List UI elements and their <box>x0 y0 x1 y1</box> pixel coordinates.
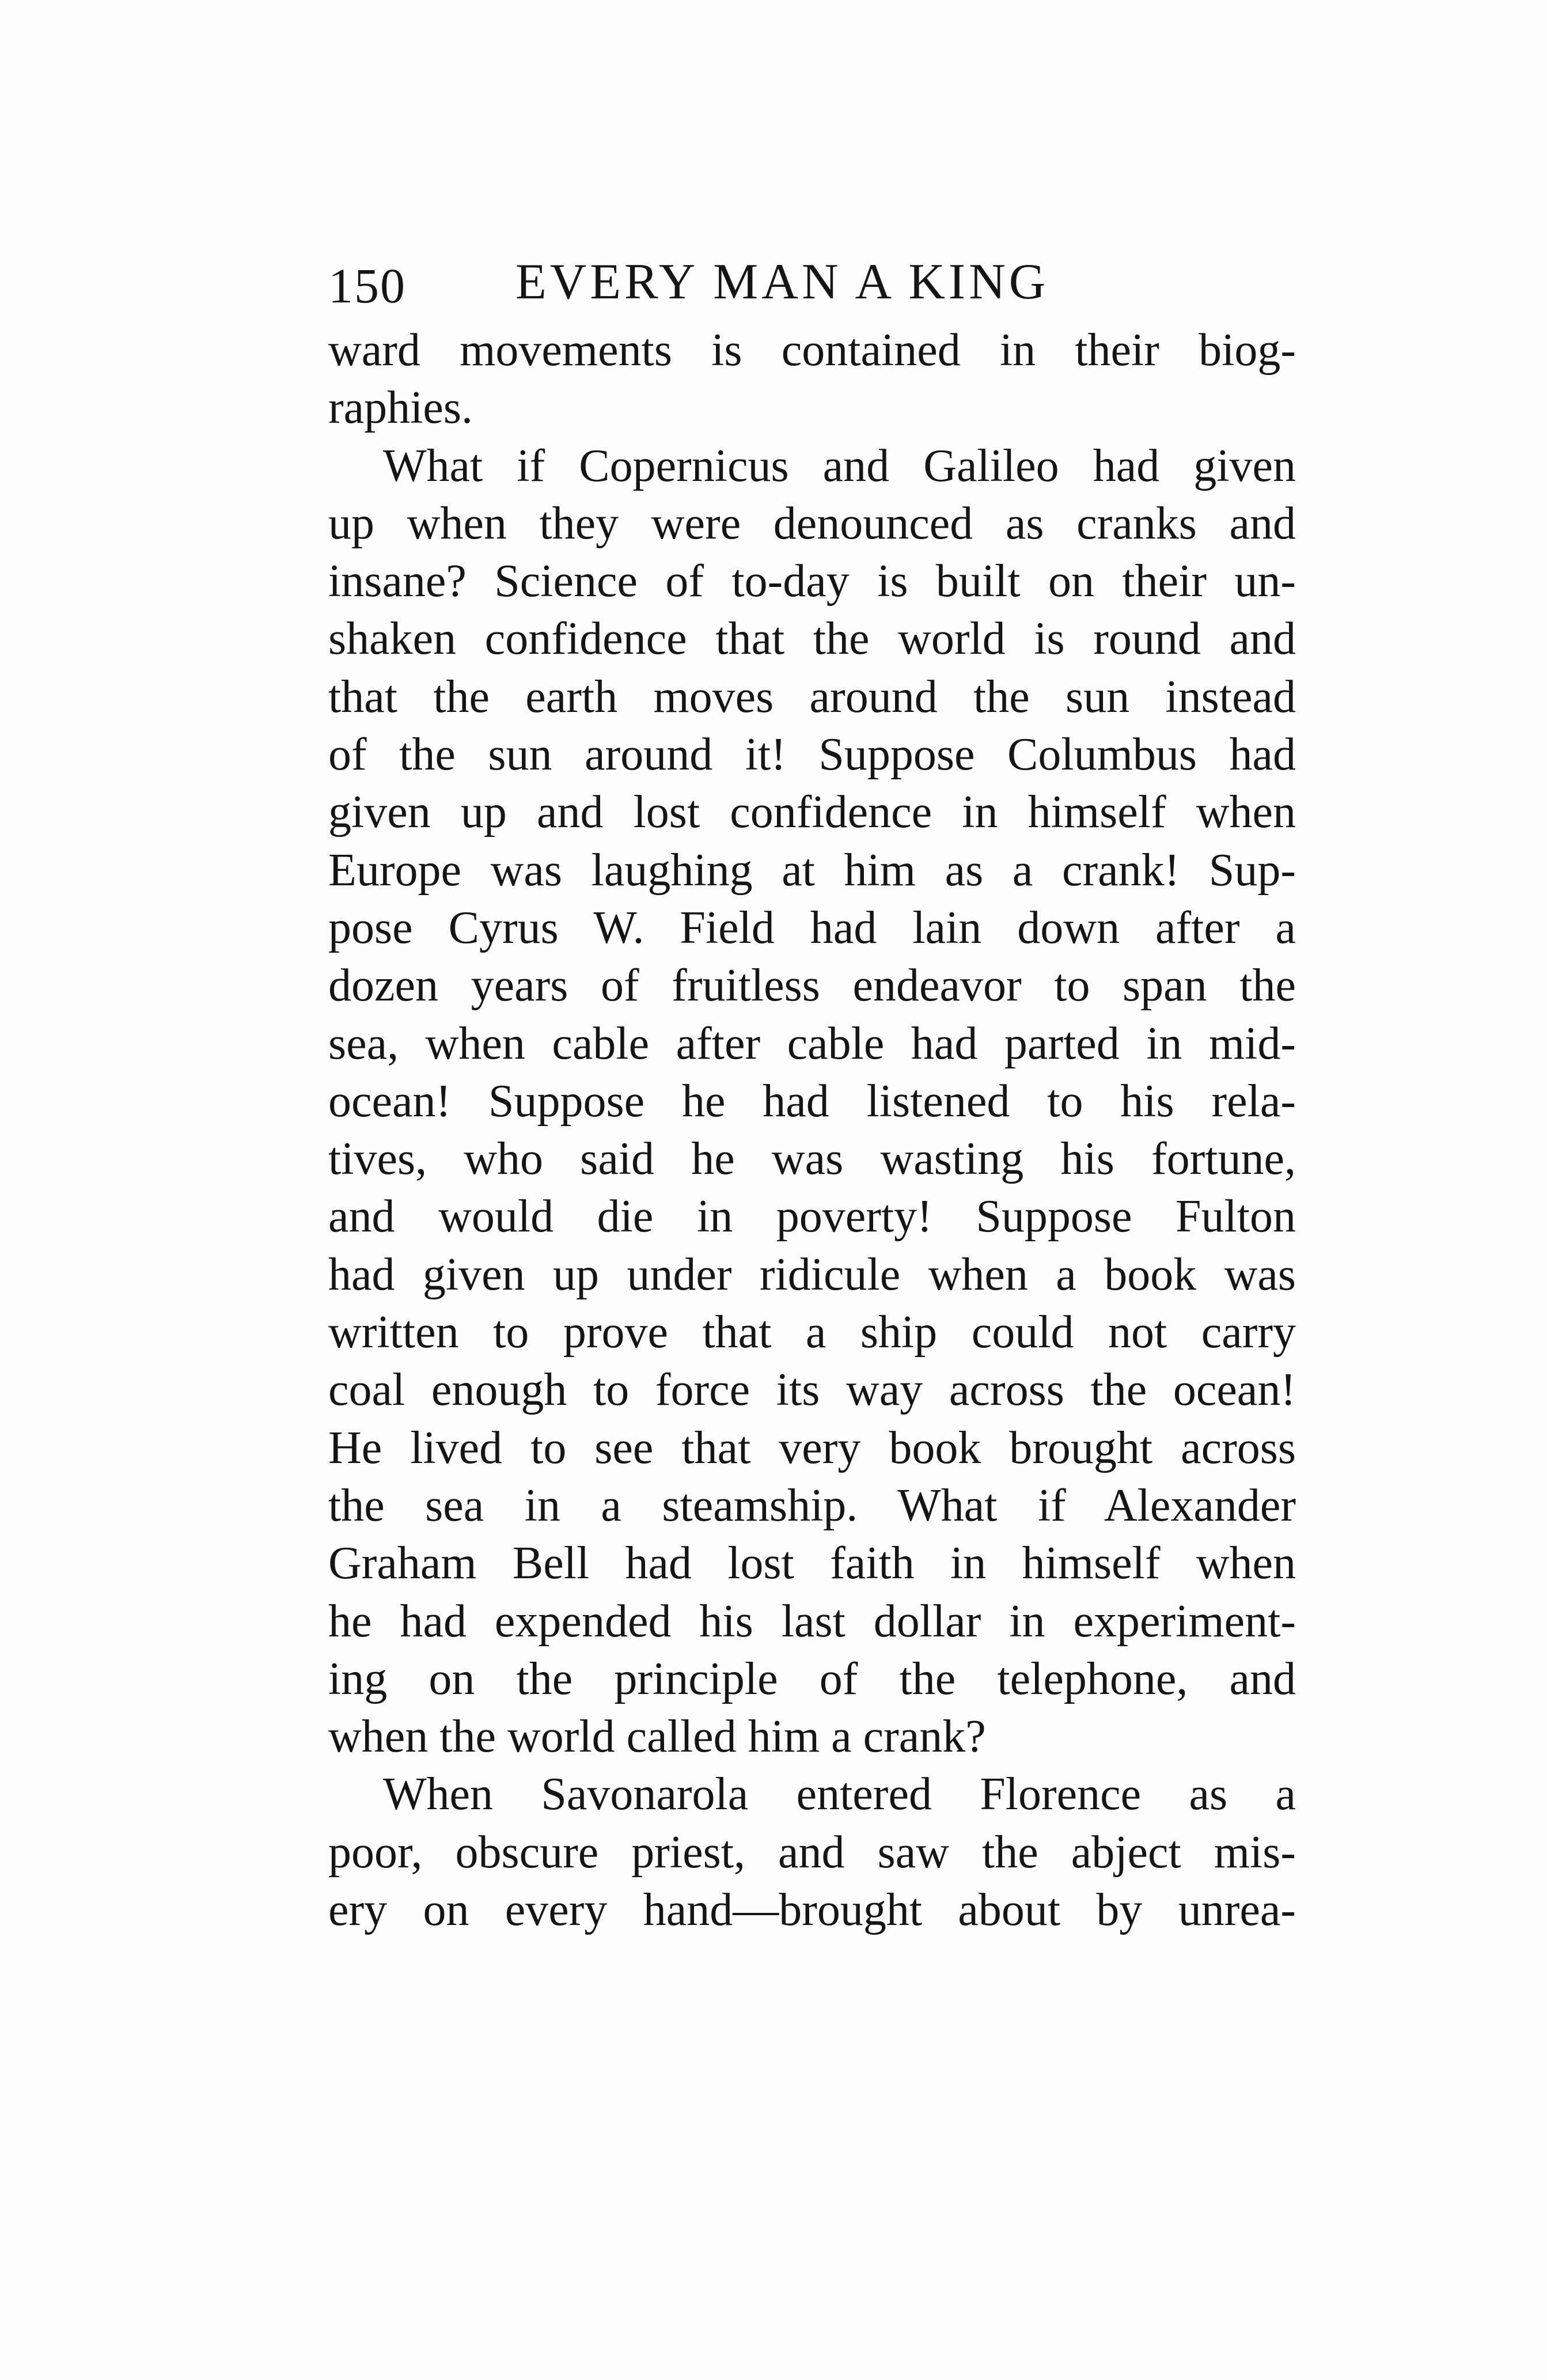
text-line: What if Copernicus and Galileo had given <box>383 440 1296 491</box>
text-line: ing on the principle of the telephone, and <box>328 1653 1296 1704</box>
text-line: When Savonarola entered Florence as a <box>383 1769 1296 1820</box>
text-line: He lived to see that very book brought across <box>328 1422 1296 1473</box>
text-line: he had expended his last dollar in experiment- <box>328 1595 1296 1647</box>
text-line: poor, obscure priest, and saw the abject mis- <box>328 1826 1296 1878</box>
text-line: dozen years of fruitless endeavor to span the <box>328 960 1296 1011</box>
text-line: and would die in poverty! Suppose Fulton <box>328 1191 1296 1242</box>
text-line: shaken confidence that the world is round and <box>328 613 1296 665</box>
text-line: Graham Bell had lost faith in himself when <box>328 1538 1296 1589</box>
text-line: given up and lost confidence in himself when <box>328 787 1296 838</box>
text-line: sea, when cable after cable had parted in mid- <box>328 1018 1296 1069</box>
text-line: of the sun around it! Suppose Columbus had <box>328 729 1296 780</box>
text-line: coal enough to force its way across the ocean! <box>328 1365 1296 1416</box>
text-line: up when they were denounced as cranks and <box>328 498 1296 549</box>
text-line: the sea in a steamship. What if Alexander <box>328 1480 1296 1531</box>
text-line: that the earth moves around the sun instead <box>328 671 1296 722</box>
page-number: 150 <box>328 258 406 313</box>
text-line: insane? Science of to-day is built on their un- <box>328 556 1296 607</box>
running-head <box>328 248 1307 328</box>
text-line: ocean! Suppose he had listened to his rela- <box>328 1075 1296 1127</box>
text-line: tives, who said he was wasting his fortune, <box>328 1134 1296 1185</box>
text-line: ward movements is contained in their biog- <box>328 325 1296 376</box>
body-text <box>328 321 1296 1939</box>
text-line: pose Cyrus W. Field had lain down after a <box>328 902 1296 953</box>
text-line: written to prove that a ship could not carry <box>328 1307 1296 1358</box>
text-line: Europe was laughing at him as a crank! Sup- <box>328 844 1296 896</box>
text-line: raphies. <box>328 382 473 434</box>
text-line: had given up under ridicule when a book was <box>328 1249 1296 1300</box>
text-line: ery on every hand—brought about by unrea- <box>328 1885 1296 1936</box>
running-title: EVERY MAN A KING <box>515 254 1049 310</box>
text-line: when the world called him a crank? <box>328 1711 986 1763</box>
